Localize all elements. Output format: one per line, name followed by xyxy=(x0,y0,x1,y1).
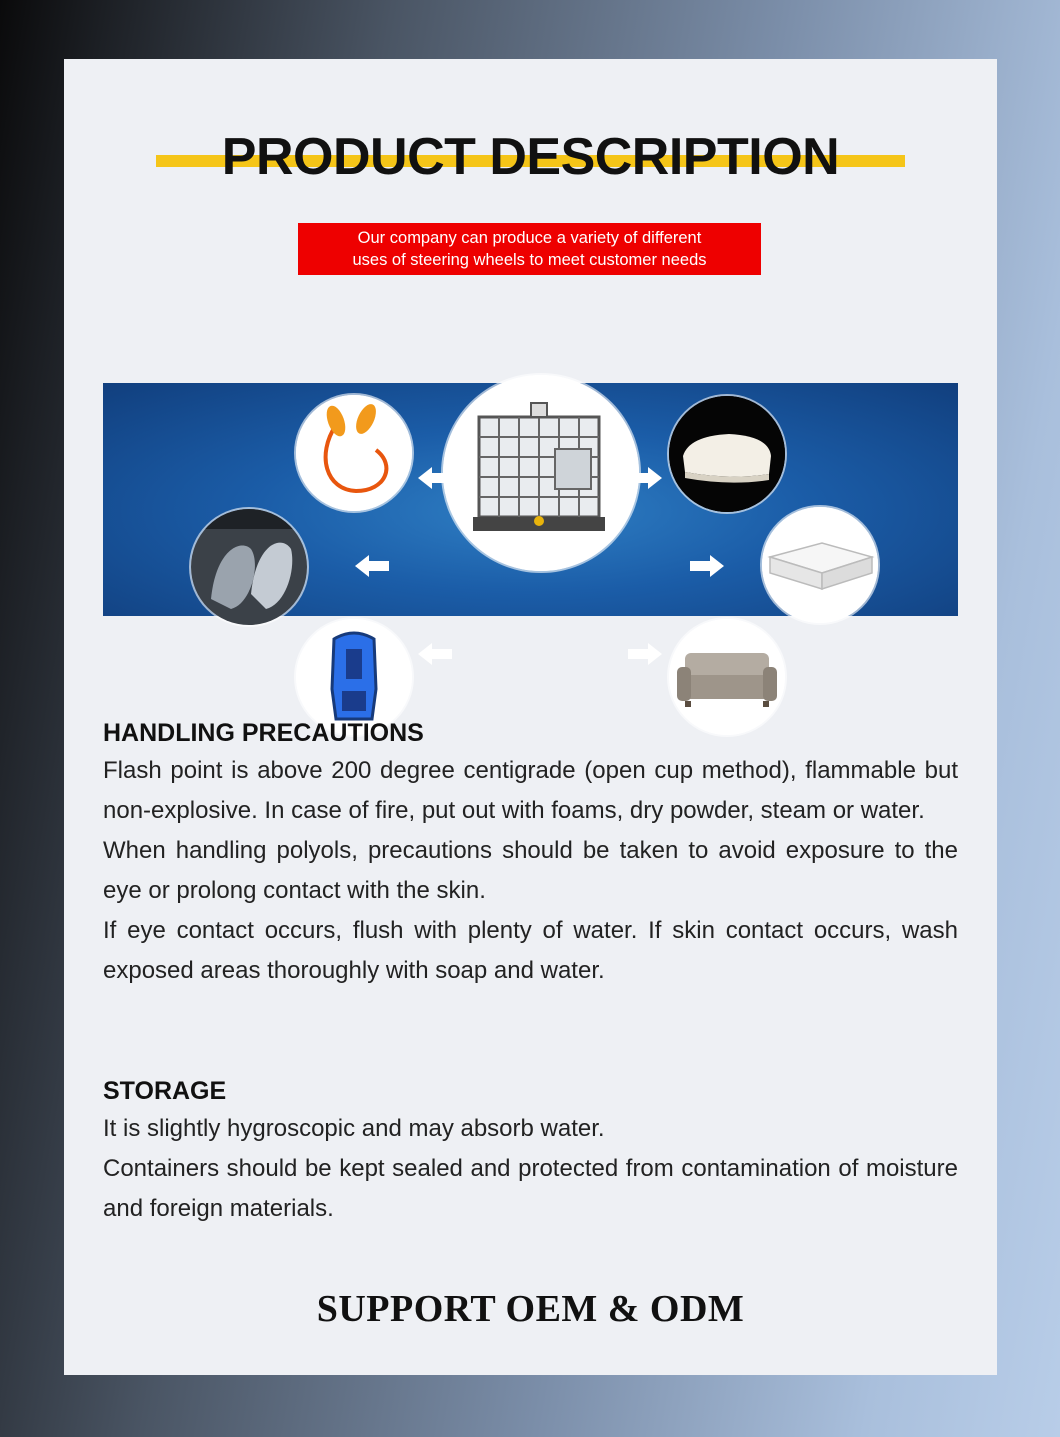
handling-section xyxy=(103,715,958,991)
arrow-right-icon xyxy=(628,467,662,489)
ibc-tank-icon xyxy=(443,375,639,571)
banner-line-1: Our company can produce a variety of different xyxy=(357,229,702,247)
arrow-left-icon xyxy=(418,467,452,489)
arrow-right-icon xyxy=(628,643,662,665)
storage-paragraph-1: It is slightly hygroscopic and may absorb water. xyxy=(103,1115,605,1142)
banner-line-2: uses of steering wheels to meet customer needs xyxy=(352,251,707,269)
arrow-left-icon xyxy=(355,555,389,577)
description-card xyxy=(64,59,997,1375)
red-banner xyxy=(298,223,761,275)
arrow-left-icon xyxy=(418,643,452,665)
handling-heading: HANDLING PRECAUTIONS xyxy=(103,719,424,747)
handling-paragraph-3: If eye contact occurs, flush with plenty of water. If skin contact occurs, wash exposed areas thoroughly with soap and water. xyxy=(103,917,958,984)
mattress-icon xyxy=(762,507,878,623)
storage-section xyxy=(103,1073,958,1229)
handling-paragraph-1: Flash point is above 200 degree centigrade (open cup method), flammable but non-explosive. In case of fire, put out with foams, dry powder, steam or water. xyxy=(103,757,958,824)
page-title: PRODUCT DESCRIPTION xyxy=(221,128,840,186)
footer-slogan: SUPPORT OEM & ODM xyxy=(316,1288,745,1330)
storage-heading: STORAGE xyxy=(103,1077,227,1105)
storage-paragraph-2: Containers should be kept sealed and protected from contamination of moisture and foreign materials. xyxy=(103,1155,958,1222)
car-seats-icon xyxy=(191,509,307,625)
foam-pillow-icon xyxy=(669,396,785,512)
applications-diagram xyxy=(103,335,958,680)
earplugs-icon xyxy=(296,395,412,511)
arrow-right-icon xyxy=(690,555,724,577)
handling-paragraph-2: When handling polyols, precautions should be taken to avoid exposure to the eye or prolong contact with the skin. xyxy=(103,837,958,904)
